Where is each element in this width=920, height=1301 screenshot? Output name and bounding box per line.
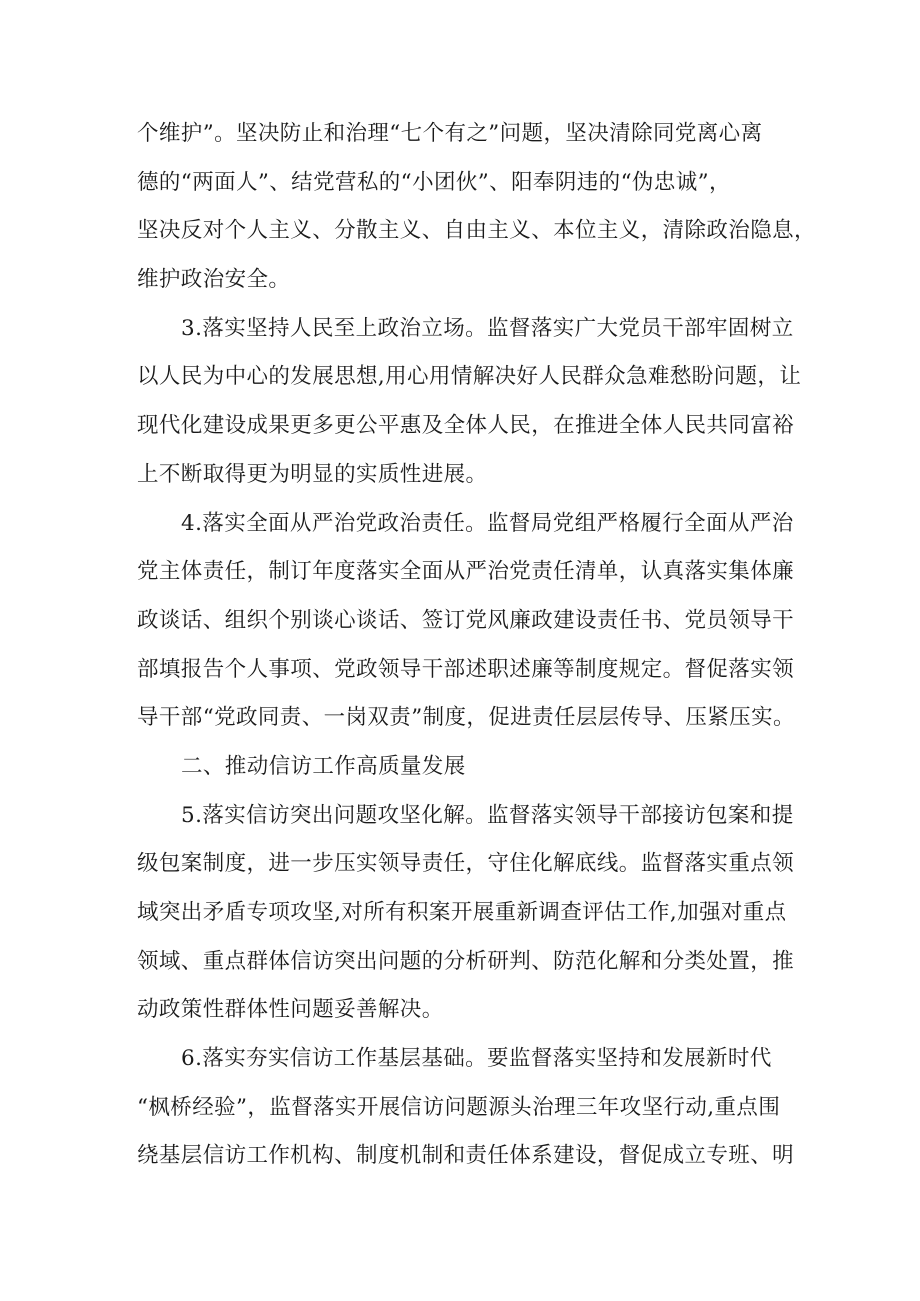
body-line-continuation: 动政策性群体性问题妥善解决。 [137, 997, 444, 1023]
body-line-continuation: 党主体责任，制订年度落实全面从严治党责任清单，认真落实集体廉 [137, 559, 795, 585]
body-line-continuation: 绕基层信访工作机构、制度机制和责任体系建设，督促成立专班、明 [137, 1143, 795, 1169]
document-body [137, 110, 816, 1181]
body-line-continuation: 部填报告个人事项、党政领导干部述职述廉等制度规定。督促落实领 [137, 656, 795, 682]
body-line-continuation: 领域、重点群体信访突出问题的分析研判、防范化解和分类处置，推 [137, 948, 795, 974]
body-line-continuation: 维护政治安全。 [137, 267, 291, 293]
body-line-continuation: “枫桥经验”，监督落实开展信访问题源头治理三年攻坚行动,重点围 [137, 1094, 781, 1120]
body-line-continuation: 级包案制度，进一步压实领导责任，守住化解底线。监督落实重点领 [137, 851, 795, 877]
paragraph-item-5-start: 5.落实信访突出问题攻坚化解。监督落实领导干部接访包案和提 [181, 802, 794, 828]
section-heading-2: 二、推动信访工作高质量发展 [181, 753, 466, 779]
body-line-continuation: 个维护”。坚决防止和治理“七个有之”问题，坚决清除同党离心离 [137, 121, 763, 146]
body-line-continuation: 德的“两面人”、结党营私的“小团伙”、阳奉阴违的“伪忠诚”， [137, 169, 731, 195]
body-line-continuation: 域突出矛盾专项攻坚,对所有积案开展重新调查评估工作,加强对重点 [137, 900, 787, 925]
body-line-continuation: 坚决反对个人主义、分散主义、自由主义、本位主义，清除政治隐息， [137, 218, 816, 244]
body-line-continuation: 导干部“党政同责、一岗双责”制度，促进责任层层传导、压紧压实。 [137, 705, 795, 731]
body-line-continuation: 政谈话、组织个别谈心谈话、签订党风廉政建设责任书、党员领导干 [137, 607, 795, 633]
paragraph-item-6-start: 6.落实夯实信访工作基层基础。要监督落实坚持和发展新时代 [181, 1046, 772, 1072]
paragraph-item-4-start: 4.落实全面从严治党政治责任。监督局党组严格履行全面从严治 [181, 510, 794, 536]
paragraph-item-3-start: 3.落实坚持人民至上政治立场。监督落实广大党员干部牢固树立 [181, 315, 794, 341]
body-line-continuation: 现代化建设成果更多更公平惠及全体人民，在推进全体人民共同富裕 [137, 413, 795, 439]
body-line-continuation: 以人民为中心的发展思想,用心用情解决好人民群众急难愁盼问题，让 [137, 364, 802, 390]
body-line-continuation: 上不断取得更为明显的实质性进展。 [137, 461, 488, 487]
